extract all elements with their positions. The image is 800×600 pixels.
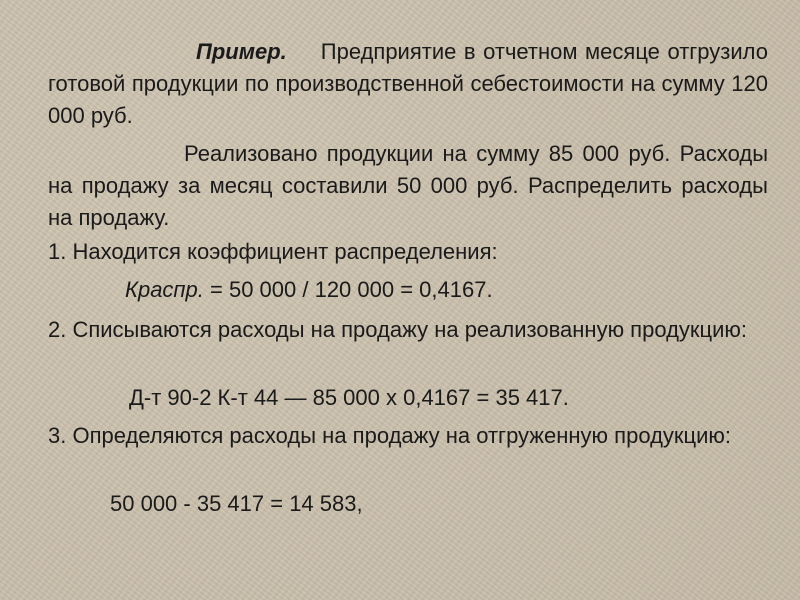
step-3-heading: [48, 420, 768, 452]
step-1-heading: [48, 236, 768, 268]
formula-3: [48, 488, 768, 520]
formula-2-text: Д-т 90-2 К-т 44 — 85 000 х 0,4167 = 35 417.: [129, 385, 569, 410]
step-2-text: 2. Списываются расходы на продажу на реализованную продукцию:: [48, 317, 748, 342]
example-label: Пример.: [196, 39, 287, 64]
step-3-text: 3. Определяются расходы на продажу на отгруженную продукцию:: [48, 423, 732, 448]
formula-1-line: [48, 274, 768, 306]
formula-1-term: Кpacпp.: [125, 277, 204, 302]
step-2-heading: [48, 314, 768, 346]
example-paragraph: [48, 36, 768, 132]
intro-text: Предприятие в отчетном месяце отгрузило готовой продукции по производственной себестоимости на сумму 120 000 руб.: [48, 39, 768, 128]
formula-2-line: [48, 382, 768, 414]
formula-3-text: 50 000 - 35 417 = 14 583,: [110, 491, 363, 516]
details-paragraph: [48, 138, 768, 234]
step-1-text: 1. Находится коэффициент распределения:: [48, 239, 498, 264]
formula-2: [48, 382, 768, 414]
details-text: Реализовано продукции на сумму 85 000 руб. Расходы на продажу за месяц составили 50 000 руб. Распределить расходы на продажу.: [48, 141, 768, 230]
formula-1-rest: = 50 000 / 120 000 = 0,4167.: [203, 277, 493, 302]
formula-3-line: [48, 488, 768, 520]
formula-1: [48, 274, 768, 306]
